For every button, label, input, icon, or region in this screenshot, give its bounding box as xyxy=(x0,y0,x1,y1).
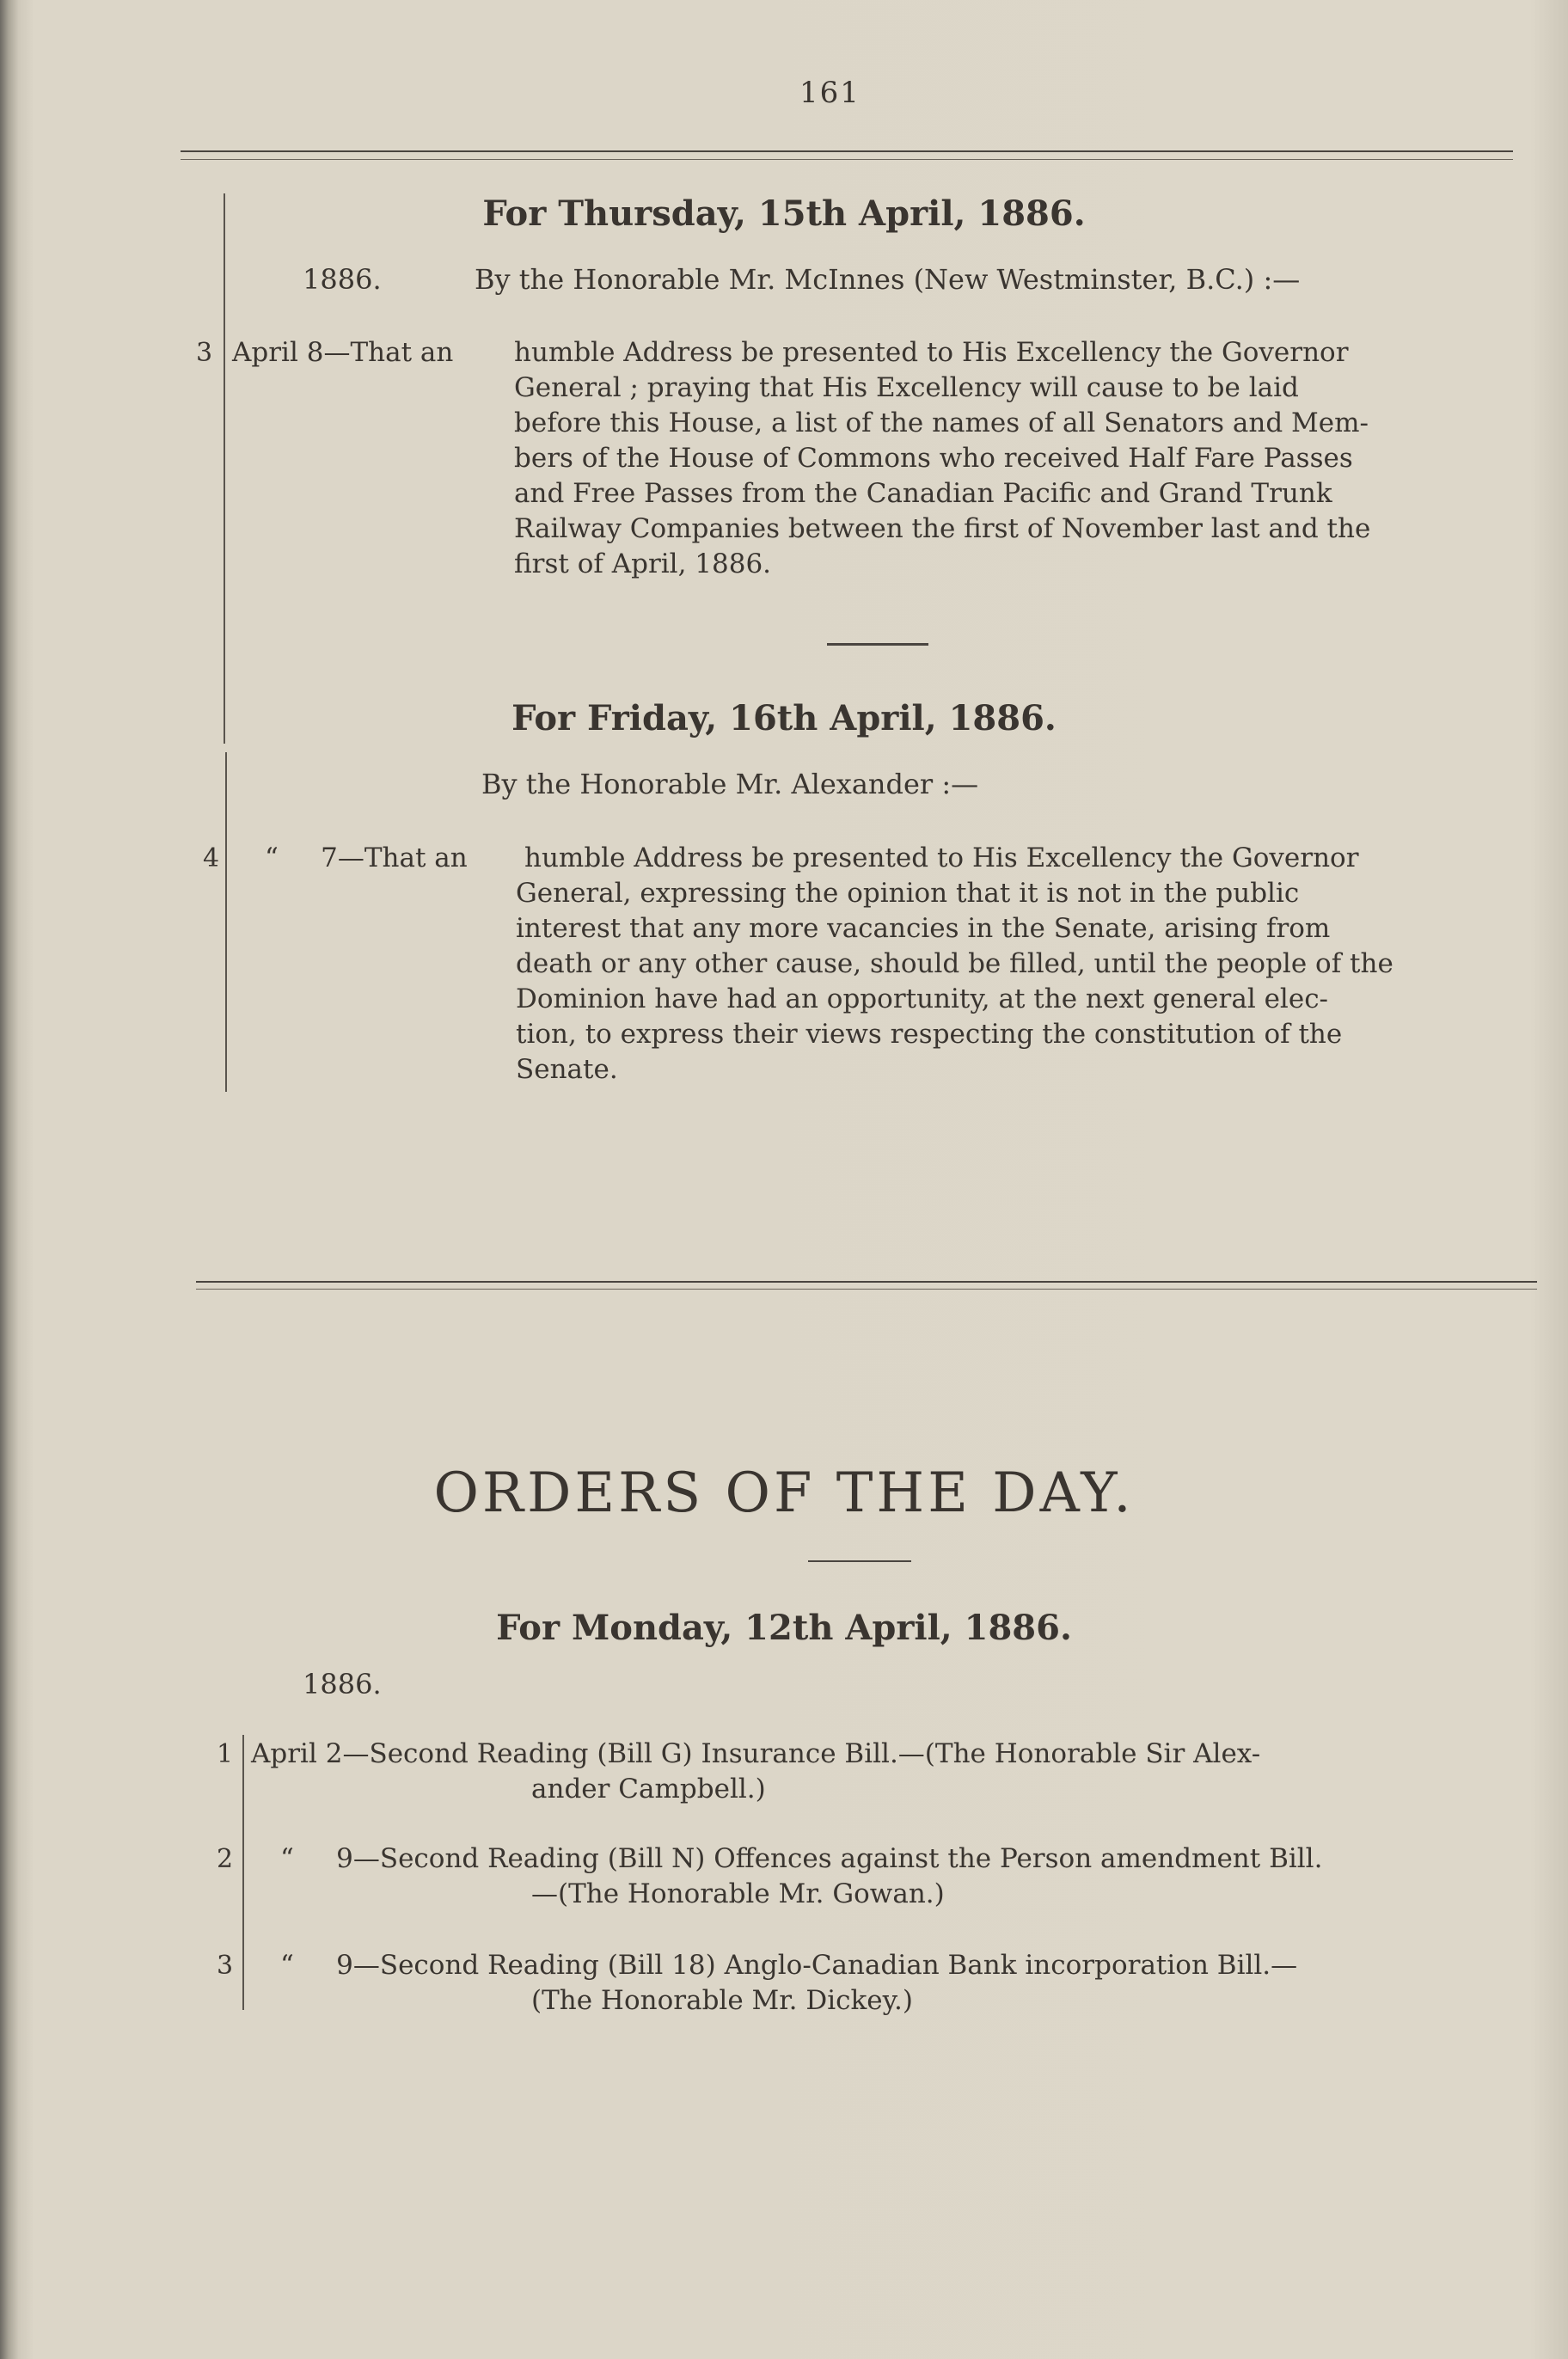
order-text-line: April 2—Second Reading (Bill G) Insurance Bill.—(The Honorable Sir Alex- xyxy=(251,1738,1261,1769)
orders-divider xyxy=(808,1560,911,1562)
margin-line xyxy=(242,1735,244,2010)
notice-text-line: bers of the House of Commons who received Half Fare Passes xyxy=(514,443,1353,474)
page-number: 161 xyxy=(799,76,861,110)
notice-text-line: interest that any more vacancies in the Senate, arising from xyxy=(516,913,1331,944)
notice-mover: By the Honorable Mr. McInnes (New Westminster, B.C.) :— xyxy=(475,263,1301,296)
notice-text-line: Dominion have had an opportunity, at the next general elec- xyxy=(516,983,1329,1014)
notice-text-line: humble Address be presented to His Excellency the Governor xyxy=(524,842,1359,873)
notice-date: April 8—That an xyxy=(232,337,454,368)
top-rule xyxy=(181,150,1513,152)
notice-heading: For Thursday, 15th April, 1886. xyxy=(482,193,1086,234)
notice-heading: For Friday, 16th April, 1886. xyxy=(511,698,1057,738)
order-text-line: “ 9—Second Reading (Bill 18) Anglo-Canadian Bank incorporation Bill.— xyxy=(280,1950,1298,1981)
notice-text-line: first of April, 1886. xyxy=(514,548,772,579)
margin-line xyxy=(224,193,225,744)
notice-number: 3 xyxy=(196,338,213,368)
order-number: 1 xyxy=(217,1739,234,1769)
notice-text-line: Senate. xyxy=(516,1054,618,1085)
order-text-line: ander Campbell.) xyxy=(531,1774,766,1804)
section-rule xyxy=(196,1281,1537,1283)
margin-line xyxy=(225,752,227,1092)
notice-text-line: death or any other cause, should be filled, until the people of the xyxy=(516,948,1393,979)
notice-text-line: and Free Passes from the Canadian Pacific and Grand Trunk xyxy=(514,478,1332,509)
order-number: 3 xyxy=(217,1951,234,1981)
notice-number: 4 xyxy=(203,843,220,873)
notice-text-line: General, expressing the opinion that it is not in the public xyxy=(516,878,1300,909)
notice-text-line: General ; praying that His Excellency will cause to be laid xyxy=(514,372,1299,403)
order-text-line: “ 9—Second Reading (Bill N) Offences against the Person amendment Bill. xyxy=(280,1843,1323,1874)
order-text-line: —(The Honorable Mr. Gowan.) xyxy=(531,1878,945,1909)
section-rule-secondary xyxy=(196,1289,1537,1290)
notice-text-line: tion, to express their views respecting the constitution of the xyxy=(516,1019,1343,1050)
order-number: 2 xyxy=(217,1844,234,1874)
top-rule-secondary xyxy=(181,159,1513,160)
orders-heading: For Monday, 12th April, 1886. xyxy=(496,1608,1072,1648)
notice-text-line: before this House, a list of the names of all Senators and Mem- xyxy=(514,407,1369,438)
section-divider xyxy=(827,643,928,646)
notice-text-line: humble Address be presented to His Excellency the Governor xyxy=(514,337,1349,368)
notice-mover: By the Honorable Mr. Alexander :— xyxy=(481,768,979,800)
notice-year: 1886. xyxy=(303,263,382,296)
orders-year: 1886. xyxy=(303,1668,382,1700)
order-text-line: (The Honorable Mr. Dickey.) xyxy=(531,1985,913,2016)
notice-date: “ 7—That an xyxy=(265,842,468,873)
notice-text-line: Railway Companies between the first of November last and the xyxy=(514,513,1371,544)
orders-title: ORDERS OF THE DAY. xyxy=(433,1461,1135,1525)
